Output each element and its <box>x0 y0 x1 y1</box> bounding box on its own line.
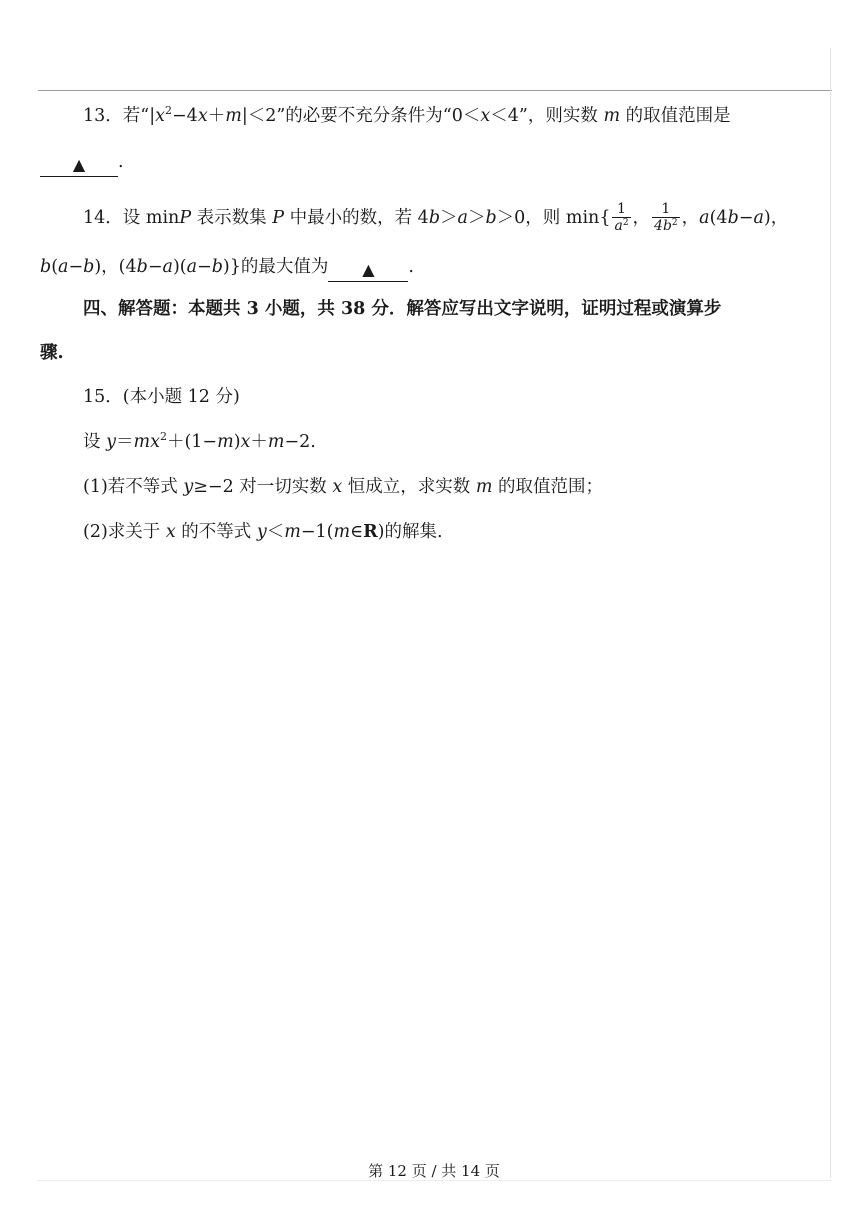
question-15-definition: 设 $y=mx^2+(1-m)x+m-2$. <box>83 430 316 452</box>
page-edge <box>830 48 831 1178</box>
question-14-line-2: b(a−b)，(4b−a)(a−b)}的最大值为 ▲ . <box>40 255 414 282</box>
question-15-part-1: (1)若不等式 y≥−2 对一切实数 x 恒成立，求实数 m 的取值范围； <box>83 477 604 497</box>
total-score: 38 <box>340 299 366 319</box>
page-footer: 第 12 页 / 共 14 页 <box>368 1162 500 1180</box>
question-15-header: 15．(本小题 12 分) <box>83 387 240 407</box>
header-rule <box>38 90 832 91</box>
question-number: 14 <box>83 208 106 228</box>
question-14-line-1: 14．设 minP 表示数集 P 中最小的数，若 4b＞a＞b＞0，则 min{ $\frac{1}{a^2}$ ， $\frac{1}{4b^2}$ ，a(4b−a)， <box>83 201 789 234</box>
fraction-one-over-4b-squared: $\frac{1}{4b^2}$ <box>654 201 678 234</box>
question-number: 13 <box>83 106 106 126</box>
question-13-line-2: ▲ . <box>40 150 124 177</box>
answer-blank[interactable] <box>40 154 118 177</box>
question-count: 3 <box>246 299 259 319</box>
answer-blank[interactable] <box>328 259 408 282</box>
triangle-icon: ▲ <box>72 155 86 174</box>
question-13-line-1: 13．若“$|x^2-4x+m|<2$”的必要不充分条件为“0＜x＜4”，则实数 m 的取值范围是 <box>83 104 731 126</box>
fraction-one-over-a-squared: $\frac{1}{a^2}$ <box>614 201 629 234</box>
section-heading-line-1: 四、解答题：本题共 3 小题，共 38 分．解答应写出文字说明，证明过程或演算步 <box>83 299 722 319</box>
section-heading-line-2: 骤. <box>40 343 64 363</box>
question-15-part-2: (2)求关于 x 的不等式 y＜m−1(m∈R)的解集. <box>83 522 443 542</box>
triangle-icon: ▲ <box>362 260 375 279</box>
